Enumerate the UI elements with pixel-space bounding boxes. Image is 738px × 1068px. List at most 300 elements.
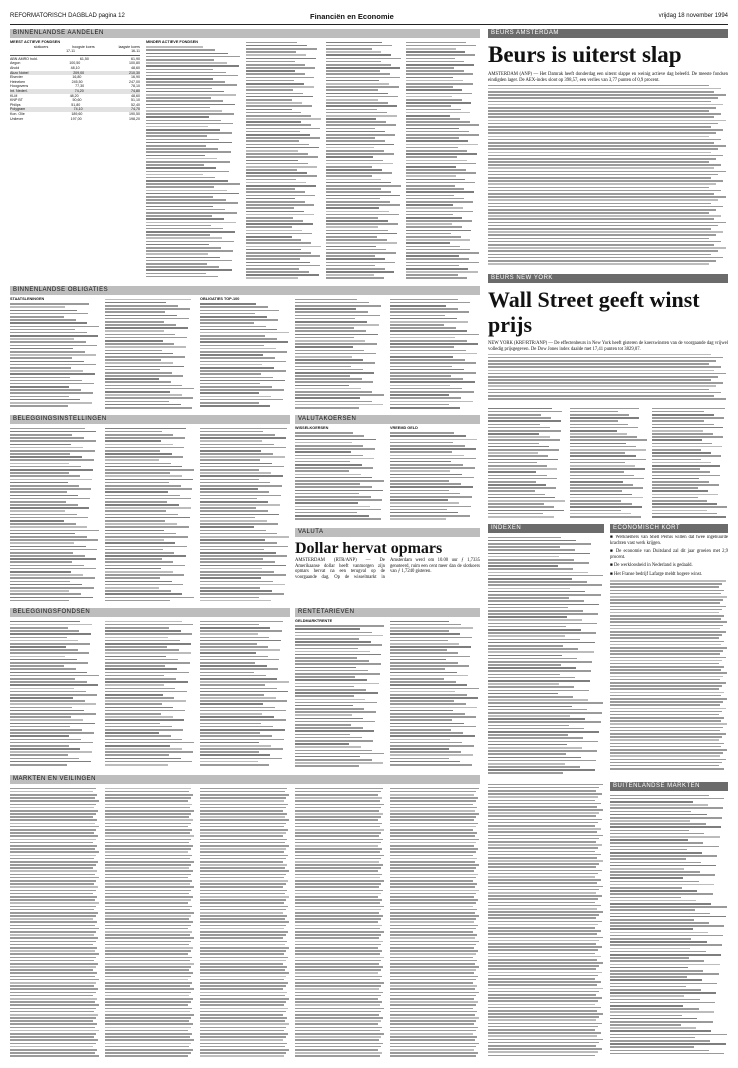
fine-print-line: [326, 242, 397, 244]
fine-print-line: [295, 953, 380, 955]
fine-print-line: [200, 373, 261, 375]
fine-print-line: [200, 621, 283, 623]
fine-print-line: [488, 215, 721, 217]
fine-print-line: [200, 861, 283, 863]
fine-print-line: [570, 487, 643, 489]
fine-print-line: [488, 693, 558, 695]
fine-print-line: [295, 1052, 382, 1054]
fine-print-line: [200, 357, 275, 359]
fine-print-line: [105, 340, 163, 342]
fine-print-line: [488, 478, 557, 480]
fine-print-line: [10, 758, 79, 760]
fine-print-line: [10, 947, 97, 949]
fine-print-line: [390, 1008, 473, 1010]
fine-print-line: [610, 999, 700, 1001]
fine-print-line: [610, 590, 724, 592]
fine-print-line: [10, 791, 93, 793]
fine-print-line: [406, 102, 471, 104]
fine-print-line: [488, 263, 709, 265]
fine-print-line: [390, 442, 453, 444]
news-item: ■ De werkloosheid in Nederland is gedaald.: [610, 563, 693, 568]
fine-print-line: [390, 972, 474, 974]
fine-print-line: [390, 461, 451, 463]
fine-print-line: [488, 575, 603, 577]
fine-print-line: [488, 250, 718, 252]
fine-print-line: [200, 488, 258, 490]
fine-print-line: [390, 1011, 477, 1013]
fine-print-line: [390, 928, 476, 930]
fine-print-line: [200, 976, 286, 978]
fine-print-line: [10, 886, 98, 888]
fine-print-line: [488, 1055, 595, 1057]
fine-print-line: [146, 237, 222, 239]
fine-print-line: [610, 733, 726, 735]
fine-print-line: [200, 590, 272, 592]
fine-print-line: [610, 672, 727, 674]
fine-print-line: [390, 944, 476, 946]
text-filler: [295, 788, 385, 1057]
fine-print-line: [105, 944, 189, 946]
fine-print-line: [390, 675, 468, 677]
fine-print-line: [200, 335, 265, 337]
fine-print-line: [146, 225, 211, 227]
fine-print-line: [406, 112, 470, 114]
fine-print-line: [295, 982, 384, 984]
fine-print-line: [105, 902, 188, 904]
fine-print-line: [488, 1051, 598, 1053]
fine-print-line: [10, 649, 78, 651]
fine-print-line: [488, 763, 565, 765]
fine-print-line: [652, 497, 698, 499]
fine-print-line: [10, 383, 94, 385]
fine-print-line: [488, 91, 714, 93]
fine-print-line: [10, 469, 93, 471]
fine-print-line: [488, 610, 583, 612]
fine-print-line: [246, 246, 321, 248]
fine-print-line: [488, 129, 723, 131]
fine-print-line: [295, 1020, 381, 1022]
fine-print-line: [200, 338, 277, 340]
fine-print-line: [105, 637, 168, 639]
fine-print-line: [246, 175, 317, 177]
fine-print-line: [200, 957, 288, 959]
fine-print-line: [295, 992, 383, 994]
table-row: [10, 117, 140, 122]
fine-print-line: [10, 491, 67, 493]
fine-print-line: [10, 829, 96, 831]
fine-print-line: [488, 968, 596, 970]
table-title: MINDER ACTIEVE FONDSEN: [146, 40, 198, 44]
fine-print-line: [105, 960, 190, 962]
fine-print-line: [200, 992, 287, 994]
fine-print-line: [390, 624, 461, 626]
fine-print-line: [295, 730, 374, 732]
fine-print-line: [488, 949, 598, 951]
fine-print-line: [246, 242, 311, 244]
fine-print-line: [246, 58, 316, 60]
fine-print-line: [105, 899, 191, 901]
fine-print-line: [390, 394, 449, 396]
fine-print-line: [295, 327, 354, 329]
fine-print-line: [610, 801, 693, 803]
fine-print-line: [10, 826, 99, 828]
fine-print-line: [105, 745, 170, 747]
fine-print-line: [105, 659, 178, 661]
fine-print-line: [10, 754, 68, 756]
fine-print-line: [406, 140, 468, 142]
fine-print-line: [488, 639, 580, 641]
fine-print-line: [570, 475, 634, 477]
fine-print-line: [105, 816, 189, 818]
fine-print-line: [146, 250, 233, 252]
text-filler: [200, 788, 290, 1057]
fine-print-line: [488, 193, 714, 195]
fine-print-line: [610, 759, 726, 761]
markten-col-5: [390, 786, 480, 1058]
fine-print-line: [326, 115, 397, 117]
fine-print-line: [246, 115, 311, 117]
fine-print-line: [295, 458, 374, 460]
fine-print-line: [488, 465, 547, 467]
fine-print-line: [105, 318, 189, 320]
fine-print-line: [10, 345, 97, 347]
fine-print-line: [105, 597, 194, 599]
fine-print-line: [10, 688, 74, 690]
fine-print-line: [200, 526, 254, 528]
fine-print-line: [246, 265, 320, 267]
fine-print-line: [570, 436, 637, 438]
fine-print-line: [246, 207, 294, 209]
fine-print-line: [105, 350, 162, 352]
fine-print-line: [390, 324, 444, 326]
fine-print-line: [10, 665, 64, 667]
fine-print-line: [488, 510, 564, 512]
fine-print-line: [390, 1030, 476, 1032]
fine-print-line: [246, 226, 292, 228]
fine-print-line: [570, 471, 624, 473]
fine-print-line: [105, 688, 175, 690]
fine-print-line: [488, 741, 598, 743]
fine-print-line: [295, 870, 378, 872]
fine-print-line: [488, 148, 718, 150]
section-header-markten: MARKTEN EN VEILINGEN: [10, 775, 480, 784]
fine-print-line: [610, 606, 726, 608]
fine-print-line: [488, 924, 598, 926]
fine-print-line: [105, 600, 170, 602]
fine-print-line: [200, 459, 260, 461]
fine-print-line: [488, 85, 709, 87]
fine-print-line: [200, 979, 284, 981]
fine-print-line: [295, 432, 353, 434]
fine-print-line: [390, 432, 454, 434]
fine-print-line: [105, 835, 194, 837]
fine-print-line: [246, 83, 304, 85]
price-cell: 74,70: [131, 107, 140, 112]
fine-print-line: [246, 160, 298, 162]
fine-print-line: [390, 985, 477, 987]
fine-print-line: [390, 707, 477, 709]
fine-print-line: [105, 388, 194, 390]
fine-print-line: [390, 1004, 476, 1006]
fine-print-line: [10, 807, 94, 809]
fine-print-line: [105, 633, 192, 635]
fine-print-line: [488, 902, 595, 904]
fine-print-line: [326, 172, 392, 174]
fine-print-line: [326, 64, 391, 66]
fine-print-line: [105, 330, 164, 332]
fine-print-line: [200, 842, 285, 844]
fine-print-line: [390, 947, 474, 949]
fine-print-line: [10, 988, 98, 990]
fine-print-line: [488, 537, 561, 539]
fine-print-line: [406, 277, 467, 279]
fine-print-line: [570, 462, 625, 464]
fine-print-line: [200, 963, 283, 965]
fine-print-line: [390, 745, 474, 747]
fine-print-line: [200, 800, 284, 802]
fine-print-line: [10, 630, 79, 632]
fine-print-line: [390, 637, 472, 639]
fine-print-line: [146, 180, 228, 182]
fine-print-line: [652, 455, 721, 457]
fine-print-line: [390, 327, 456, 329]
fine-print-line: [488, 449, 559, 451]
fine-print-line: [652, 513, 717, 515]
fine-print-line: [326, 112, 387, 114]
fine-print-line: [406, 96, 452, 98]
fine-print-line: [200, 947, 289, 949]
fine-print-line: [406, 239, 470, 241]
fine-print-line: [488, 642, 595, 644]
fine-print-line: [326, 48, 372, 50]
fine-print-line: [488, 225, 718, 227]
fine-print-line: [146, 46, 203, 48]
fine-print-line: [295, 663, 381, 665]
fine-print-line: [105, 972, 193, 974]
fine-print-line: [570, 443, 626, 445]
fine-print-line: [105, 469, 194, 471]
fine-print-line: [610, 849, 687, 851]
fine-print-line: [488, 706, 572, 708]
fine-print-line: [406, 131, 469, 133]
fine-print-line: [10, 659, 77, 661]
fine-print-line: [200, 383, 260, 385]
fine-print-line: [105, 710, 185, 712]
fine-print-line: [326, 83, 389, 85]
fine-print-line: [326, 204, 400, 206]
fine-print-line: [652, 503, 717, 505]
table-filler: [488, 408, 566, 518]
fine-print-line: [105, 764, 168, 766]
article-body: NEW YORK (KRF/RTR/ANP) — De effectenbeurs in New York heeft gisteren de koerswinsten van de voorgaande dag vrijwel volledig prijsgegeven. De Dow Jones index daalde met 17,41 punten tot 3829,07.: [488, 341, 728, 352]
fine-print-line: [200, 754, 270, 756]
fine-print-line: [10, 303, 89, 305]
fine-print-line: [570, 468, 645, 470]
fine-print-line: [488, 930, 601, 932]
fine-print-line: [406, 147, 458, 149]
fine-print-line: [295, 679, 367, 681]
price-cell: 247,00: [129, 79, 140, 84]
fine-print-line: [105, 552, 174, 554]
fine-print-line: [146, 193, 239, 195]
fine-print-line: [390, 691, 455, 693]
fine-print-line: [295, 823, 382, 825]
fine-print-line: [295, 839, 383, 841]
fine-print-line: [390, 842, 476, 844]
fine-print-line: [295, 648, 358, 650]
fine-print-line: [488, 769, 595, 771]
fine-print-line: [146, 62, 227, 64]
fine-print-line: [406, 236, 461, 238]
fine-print-line: [10, 485, 79, 487]
fine-print-line: [488, 389, 709, 391]
fine-print-line: [326, 188, 381, 190]
fine-print-line: [246, 77, 314, 79]
fine-print-line: [570, 510, 621, 512]
fine-print-line: [246, 61, 295, 63]
fine-print-line: [488, 876, 595, 878]
fine-print-line: [295, 969, 381, 971]
fine-print-line: [295, 375, 350, 377]
text-filler: [390, 788, 480, 1057]
fine-print-line: [200, 748, 283, 750]
fine-print-line: [105, 472, 170, 474]
markten-col-1: [10, 786, 100, 1058]
fine-print-line: [146, 244, 209, 246]
text-filler: [105, 788, 195, 1057]
fine-print-line: [652, 443, 712, 445]
fine-print-line: [652, 430, 703, 432]
fine-print-line: [406, 128, 459, 130]
fine-print-line: [246, 262, 310, 264]
fine-print-line: [200, 530, 266, 532]
fine-print-line: [10, 514, 77, 516]
fine-print-line: [10, 794, 97, 796]
fine-print-line: [488, 180, 723, 182]
fine-print-line: [488, 443, 539, 445]
fine-print-line: [326, 274, 374, 276]
fine-print-line: [200, 937, 283, 939]
fine-print-line: [390, 470, 450, 472]
fine-print-line: [570, 513, 631, 515]
fine-print-line: [146, 218, 224, 220]
fine-print-line: [488, 734, 568, 736]
fine-print-line: [105, 697, 174, 699]
fine-print-line: [200, 633, 258, 635]
article-body: AMSTERDAM (RTR/ANP) — De Amerikaanse dollar heeft vanmorgen zijn opmars hervat na een terugval op de voorgaande dag. Op de wisselmarkt in Amsterdam werd om 10.00 uur ƒ 1,7335 genoteerd, ruim een cent meer dan de slotkoers van ƒ 1,7240 gisteren.: [295, 558, 480, 580]
fine-print-line: [10, 444, 71, 446]
table-filler: [146, 46, 241, 277]
fine-print-line: [295, 470, 349, 472]
obligaties-top100: [200, 297, 290, 409]
fine-print-line: [200, 972, 289, 974]
fine-print-line: [200, 912, 283, 914]
fine-print-line: [200, 1043, 287, 1045]
fine-print-line: [326, 185, 401, 187]
fine-print-line: [295, 490, 383, 492]
fine-print-line: [390, 643, 459, 645]
fine-print-line: [610, 695, 721, 697]
fine-print-line: [295, 743, 349, 745]
fine-print-line: [200, 985, 286, 987]
fine-print-line: [390, 700, 454, 702]
fine-print-line: [10, 517, 88, 519]
fine-print-line: [610, 1008, 699, 1010]
fine-print-line: [146, 88, 212, 90]
fine-print-line: [570, 449, 646, 451]
fine-print-line: [326, 239, 387, 241]
fine-print-line: [295, 518, 381, 520]
fine-print-line: [406, 258, 469, 260]
fine-print-line: [295, 385, 349, 387]
fine-print-line: [200, 475, 283, 477]
fine-print-line: [105, 729, 183, 731]
fine-print-line: [200, 697, 276, 699]
fine-print-line: [390, 697, 478, 699]
fine-print-line: [10, 367, 71, 369]
fine-print-line: [105, 369, 160, 371]
fine-print-line: [105, 463, 171, 465]
fine-print-line: [200, 845, 289, 847]
fine-print-line: [295, 660, 369, 662]
fine-print-line: [295, 451, 351, 453]
fine-print-line: [200, 899, 286, 901]
fine-print-line: [610, 612, 719, 614]
fine-print-line: [105, 466, 182, 468]
fine-print-line: [610, 602, 720, 604]
fine-print-line: [105, 1043, 191, 1045]
fine-print-line: [488, 1045, 596, 1047]
fine-print-line: [200, 571, 274, 573]
fine-print-line: [10, 482, 68, 484]
fine-print-line: [10, 590, 69, 592]
fine-print-line: [105, 498, 191, 500]
fine-print-line: [200, 681, 289, 683]
fine-print-line: [390, 874, 478, 876]
fine-print-line: [105, 656, 166, 658]
fine-print-line: [105, 533, 176, 535]
fine-print-line: [570, 439, 647, 441]
fine-print-line: [488, 446, 549, 448]
fine-print-line: [200, 703, 263, 705]
fine-print-line: [390, 890, 479, 892]
markten-col-2: [105, 786, 195, 1058]
fine-print-line: [488, 750, 597, 752]
fine-print-line: [246, 163, 308, 165]
fine-print-line: [10, 1011, 94, 1013]
fine-print-line: [295, 397, 360, 399]
fine-print-line: [295, 404, 383, 406]
fine-print-line: [246, 274, 319, 276]
fine-print-line: [570, 433, 627, 435]
fine-print-line: [295, 340, 365, 342]
fund-name: ABN AMRO hold.: [10, 56, 38, 61]
fine-print-line: [200, 577, 261, 579]
fine-print-line: [390, 807, 477, 809]
fine-print-line: [488, 731, 599, 733]
fine-print-line: [610, 906, 727, 908]
fine-print-line: [610, 739, 719, 741]
fine-print-line: [200, 640, 281, 642]
fine-print-line: [295, 931, 384, 933]
fine-print-line: [105, 982, 192, 984]
fine-print-line: [200, 377, 273, 379]
fine-print-line: [246, 124, 311, 126]
fine-print-line: [10, 1017, 96, 1019]
fine-print-line: [200, 896, 289, 898]
article-newyork: [488, 285, 728, 400]
fine-print-line: [10, 402, 92, 404]
